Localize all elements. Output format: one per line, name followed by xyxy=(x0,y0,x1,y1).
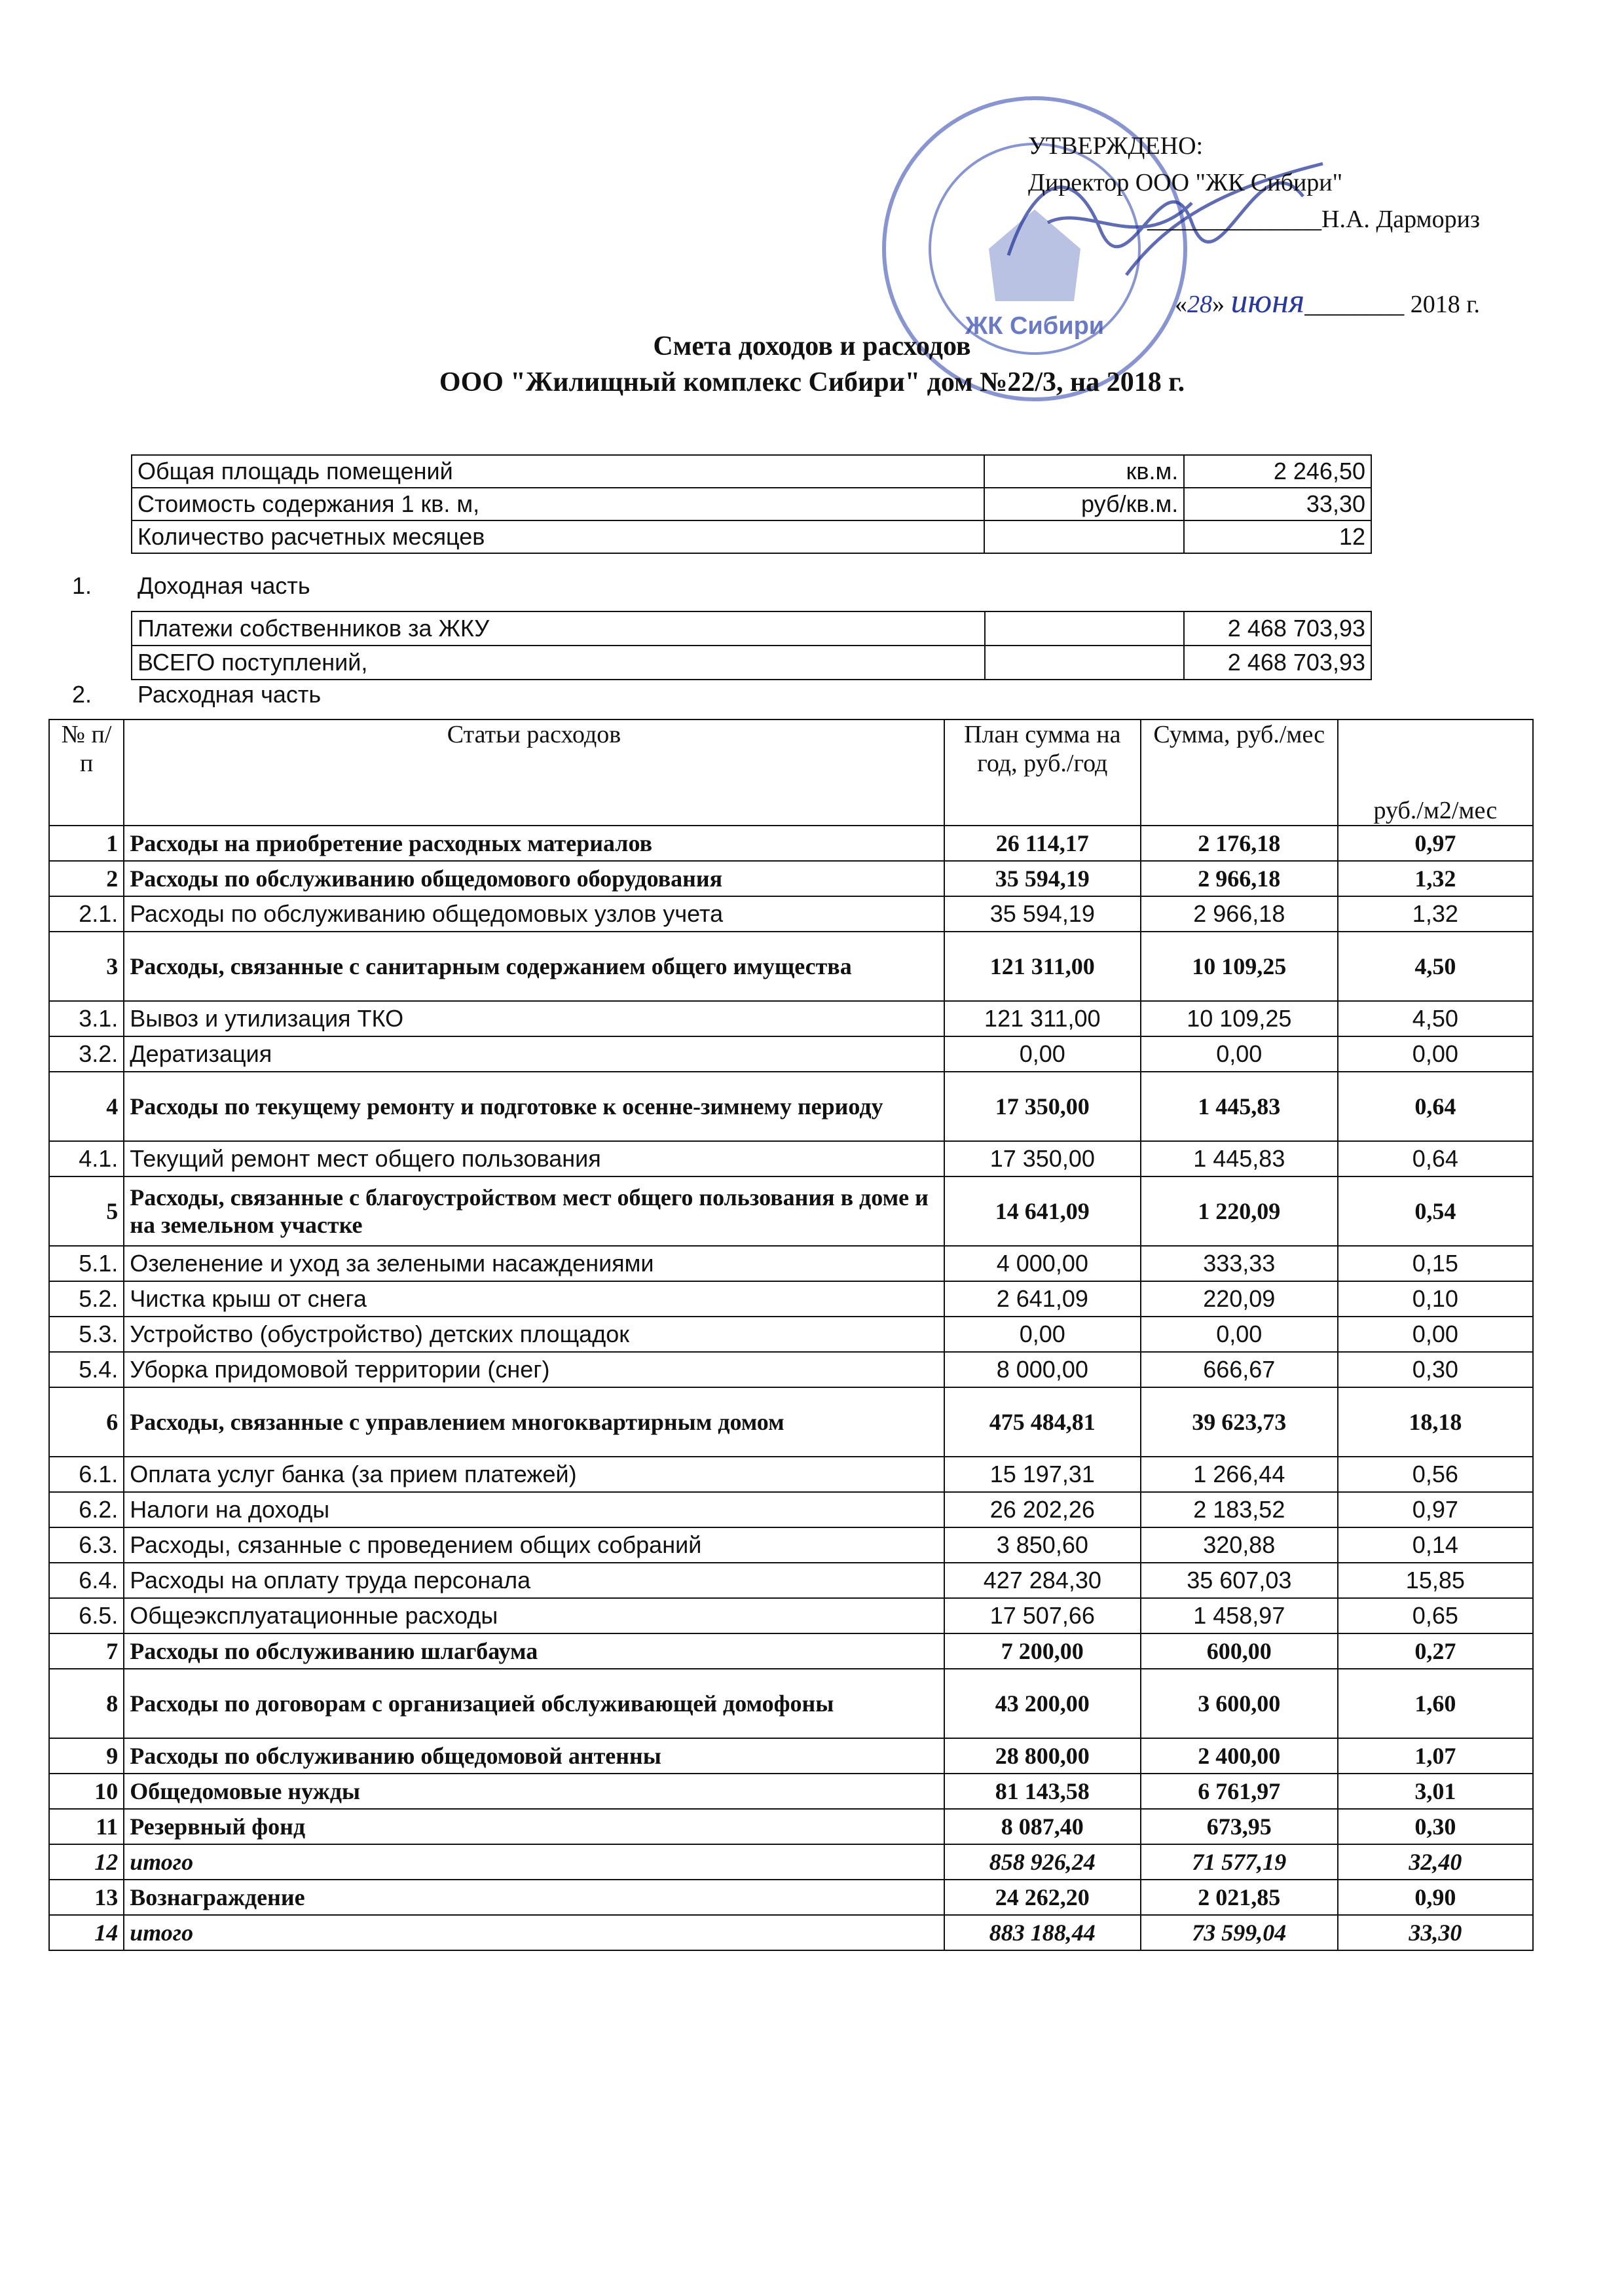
row-name: Резервный фонд xyxy=(124,1809,944,1844)
info-value: 33,30 xyxy=(1184,488,1371,520)
expense-row xyxy=(49,1633,1533,1669)
row-year-sum: 475 484,81 xyxy=(944,1387,1141,1457)
row-name: Дератизация xyxy=(124,1036,944,1072)
row-number: 6.1. xyxy=(49,1457,124,1492)
row-year-sum: 4 000,00 xyxy=(944,1246,1141,1281)
expense-row xyxy=(49,1246,1533,1281)
row-per-m2: 0,65 xyxy=(1338,1598,1533,1633)
row-per-m2: 0,64 xyxy=(1338,1141,1533,1176)
expense-row xyxy=(49,1457,1533,1492)
income-row xyxy=(132,611,1371,646)
row-year-sum: 14 641,09 xyxy=(944,1176,1141,1246)
expense-row xyxy=(49,932,1533,1001)
row-year-sum: 2 641,09 xyxy=(944,1281,1141,1317)
row-name: Вывоз и утилизация ТКО xyxy=(124,1001,944,1036)
expense-row xyxy=(49,1176,1533,1246)
header-name: Статьи расходов xyxy=(124,720,944,826)
row-per-m2: 1,60 xyxy=(1338,1669,1533,1738)
row-year-sum: 858 926,24 xyxy=(944,1844,1141,1880)
date-quote: « xyxy=(1175,291,1188,318)
row-per-m2: 0,30 xyxy=(1338,1352,1533,1387)
row-month-sum: 320,88 xyxy=(1141,1527,1338,1563)
info-label: Общая площадь помещений xyxy=(132,455,984,488)
row-year-sum: 121 311,00 xyxy=(944,932,1141,1001)
row-name: Оплата услуг банка (за прием платежей) xyxy=(124,1457,944,1492)
expense-row xyxy=(49,1072,1533,1141)
row-year-sum: 81 143,58 xyxy=(944,1774,1141,1809)
row-month-sum: 1 220,09 xyxy=(1141,1176,1338,1246)
row-year-sum: 35 594,19 xyxy=(944,896,1141,932)
row-year-sum: 17 350,00 xyxy=(944,1141,1141,1176)
row-month-sum: 71 577,19 xyxy=(1141,1844,1338,1880)
row-number: 5 xyxy=(49,1176,124,1246)
expense-row xyxy=(49,1809,1533,1844)
row-name: Уборка придомовой территории (снег) xyxy=(124,1352,944,1387)
income-empty xyxy=(985,646,1184,680)
expense-row xyxy=(49,1352,1533,1387)
row-name: итого xyxy=(124,1915,944,1950)
row-number: 12 xyxy=(49,1844,124,1880)
row-name: Общедомовые нужды xyxy=(124,1774,944,1809)
expense-row xyxy=(49,1915,1533,1950)
info-unit xyxy=(984,520,1184,553)
row-per-m2: 0,56 xyxy=(1338,1457,1533,1492)
expense-row xyxy=(49,1880,1533,1915)
row-month-sum: 10 109,25 xyxy=(1141,1001,1338,1036)
row-month-sum: 2 966,18 xyxy=(1141,896,1338,932)
header-num: № п/п xyxy=(49,720,124,826)
row-per-m2: 0,00 xyxy=(1338,1036,1533,1072)
row-name: Расходы, сязанные с проведением общих собраний xyxy=(124,1527,944,1563)
row-month-sum: 2 400,00 xyxy=(1141,1738,1338,1774)
row-number: 8 xyxy=(49,1669,124,1738)
row-year-sum: 15 197,31 xyxy=(944,1457,1141,1492)
row-month-sum: 39 623,73 xyxy=(1141,1387,1338,1457)
section-1-label: Доходная часть xyxy=(138,572,310,599)
row-month-sum: 6 761,97 xyxy=(1141,1774,1338,1809)
document-subtitle: ООО "Жилищный комплекс Сибири" дом №22/3, на 2018 г. xyxy=(439,367,1185,397)
row-number: 11 xyxy=(49,1809,124,1844)
row-number: 6.3. xyxy=(49,1527,124,1563)
approval-name: ______________Н.А. Дармориз xyxy=(1147,206,1480,233)
row-per-m2: 4,50 xyxy=(1338,932,1533,1001)
row-number: 5.4. xyxy=(49,1352,124,1387)
row-per-m2: 0,30 xyxy=(1338,1809,1533,1844)
row-month-sum: 2 183,52 xyxy=(1141,1492,1338,1527)
approval-block xyxy=(1008,128,1532,323)
date-day: 28 xyxy=(1187,291,1213,318)
row-name: Расходы по договорам с организацией обслуживающей домофоны xyxy=(124,1669,944,1738)
row-name: Расходы по обслуживанию общедомовых узлов учета xyxy=(124,896,944,932)
row-year-sum: 0,00 xyxy=(944,1036,1141,1072)
row-month-sum: 2 176,18 xyxy=(1141,826,1338,861)
row-number: 9 xyxy=(49,1738,124,1774)
expense-row xyxy=(49,1141,1533,1176)
row-year-sum: 427 284,30 xyxy=(944,1563,1141,1598)
row-name: Расходы по обслуживанию шлагбаума xyxy=(124,1633,944,1669)
row-name: Расходы, связанные с благоустройством мест общего пользования в доме и на земельном участке xyxy=(124,1176,944,1246)
info-unit: кв.м. xyxy=(984,455,1184,488)
row-year-sum: 26 114,17 xyxy=(944,826,1141,861)
row-per-m2: 1,32 xyxy=(1338,896,1533,932)
income-label: ВСЕГО поступлений, xyxy=(132,646,985,680)
row-name: Текущий ремонт мест общего пользования xyxy=(124,1141,944,1176)
row-per-m2: 0,10 xyxy=(1338,1281,1533,1317)
row-month-sum: 220,09 xyxy=(1141,1281,1338,1317)
row-month-sum: 673,95 xyxy=(1141,1809,1338,1844)
row-name: Устройство (обустройство) детских площадок xyxy=(124,1317,944,1352)
row-per-m2: 1,32 xyxy=(1338,861,1533,896)
row-year-sum: 7 200,00 xyxy=(944,1633,1141,1669)
row-name: Общеэксплуатационные расходы xyxy=(124,1598,944,1633)
row-per-m2: 0,14 xyxy=(1338,1527,1533,1563)
row-year-sum: 0,00 xyxy=(944,1317,1141,1352)
row-year-sum: 17 350,00 xyxy=(944,1072,1141,1141)
row-name: Расходы, связанные с управлением многоквартирным домом xyxy=(124,1387,944,1457)
row-year-sum: 17 507,66 xyxy=(944,1598,1141,1633)
row-year-sum: 43 200,00 xyxy=(944,1669,1141,1738)
income-label: Платежи собственников за ЖКУ xyxy=(132,611,985,646)
header-month: Сумма, руб./мес xyxy=(1141,720,1338,826)
row-name: Налоги на доходы xyxy=(124,1492,944,1527)
row-name: Озеленение и уход за зелеными насаждениями xyxy=(124,1246,944,1281)
row-month-sum: 0,00 xyxy=(1141,1036,1338,1072)
row-number: 1 xyxy=(49,826,124,861)
expense-row xyxy=(49,1598,1533,1633)
row-month-sum: 1 458,97 xyxy=(1141,1598,1338,1633)
row-per-m2: 1,07 xyxy=(1338,1738,1533,1774)
row-month-sum: 0,00 xyxy=(1141,1317,1338,1352)
header-m2: руб./м2/мес xyxy=(1338,720,1533,826)
row-year-sum: 883 188,44 xyxy=(944,1915,1141,1950)
info-unit: руб/кв.м. xyxy=(984,488,1184,520)
row-per-m2: 0,00 xyxy=(1338,1317,1533,1352)
row-month-sum: 600,00 xyxy=(1141,1633,1338,1669)
info-label: Количество расчетных месяцев xyxy=(132,520,984,553)
date-month: июня xyxy=(1230,283,1305,320)
document-title: Смета доходов и расходов xyxy=(653,331,971,361)
row-name: Расходы по обслуживанию общедомового оборудования xyxy=(124,861,944,896)
approval-date: «28» июня________ 2018 г. xyxy=(1175,283,1480,320)
section-2-label: Расходная часть xyxy=(138,681,322,708)
income-empty xyxy=(985,611,1184,646)
row-per-m2: 33,30 xyxy=(1338,1915,1533,1950)
approval-director: Директор ООО "ЖК Сибири" xyxy=(1028,169,1343,196)
row-year-sum: 3 850,60 xyxy=(944,1527,1141,1563)
stamp-text: ЖК Сибири xyxy=(965,312,1105,340)
expense-row xyxy=(49,861,1533,896)
row-number: 5.3. xyxy=(49,1317,124,1352)
date-year: 2018 г. xyxy=(1410,291,1480,318)
row-month-sum: 10 109,25 xyxy=(1141,932,1338,1001)
row-name: Вознаграждение xyxy=(124,1880,944,1915)
row-per-m2: 15,85 xyxy=(1338,1563,1533,1598)
expense-row xyxy=(49,826,1533,861)
expense-row xyxy=(49,1844,1533,1880)
row-month-sum: 1 445,83 xyxy=(1141,1141,1338,1176)
row-number: 7 xyxy=(49,1633,124,1669)
income-value: 2 468 703,93 xyxy=(1184,646,1371,680)
row-year-sum: 35 594,19 xyxy=(944,861,1141,896)
expense-row xyxy=(49,1036,1533,1072)
row-number: 3.2. xyxy=(49,1036,124,1072)
header-year: План сумма на год, руб./год xyxy=(944,720,1141,826)
row-number: 6.4. xyxy=(49,1563,124,1598)
approval-title: УТВЕРЖДЕНО: xyxy=(1028,132,1204,160)
row-year-sum: 121 311,00 xyxy=(944,1001,1141,1036)
row-per-m2: 0,15 xyxy=(1338,1246,1533,1281)
expense-row xyxy=(49,1001,1533,1036)
expense-row xyxy=(49,1387,1533,1457)
expense-row xyxy=(49,1527,1533,1563)
info-value: 2 246,50 xyxy=(1184,455,1371,488)
section-2-number: 2. xyxy=(72,681,92,708)
row-number: 6.2. xyxy=(49,1492,124,1527)
row-number: 14 xyxy=(49,1915,124,1950)
row-number: 3 xyxy=(49,932,124,1001)
row-name: Расходы по текущему ремонту и подготовке к осенне-зимнему периоду xyxy=(124,1072,944,1141)
expense-row xyxy=(49,1317,1533,1352)
info-row xyxy=(132,455,1371,488)
section-1-number: 1. xyxy=(72,572,92,599)
income-table xyxy=(131,611,1372,680)
row-month-sum: 2 021,85 xyxy=(1141,1880,1338,1915)
row-per-m2: 0,64 xyxy=(1338,1072,1533,1141)
row-per-m2: 3,01 xyxy=(1338,1774,1533,1809)
income-row xyxy=(132,646,1371,680)
row-year-sum: 26 202,26 xyxy=(944,1492,1141,1527)
header-row xyxy=(49,720,1533,826)
expense-row xyxy=(49,1492,1533,1527)
expense-row xyxy=(49,1563,1533,1598)
expense-row xyxy=(49,1669,1533,1738)
income-value: 2 468 703,93 xyxy=(1184,611,1371,646)
row-year-sum: 28 800,00 xyxy=(944,1738,1141,1774)
row-month-sum: 666,67 xyxy=(1141,1352,1338,1387)
expense-row xyxy=(49,896,1533,932)
row-name: Чистка крыш от снега xyxy=(124,1281,944,1317)
row-month-sum: 73 599,04 xyxy=(1141,1915,1338,1950)
row-per-m2: 0,27 xyxy=(1338,1633,1533,1669)
row-number: 10 xyxy=(49,1774,124,1809)
expense-row xyxy=(49,1281,1533,1317)
row-per-m2: 18,18 xyxy=(1338,1387,1533,1457)
row-number: 6 xyxy=(49,1387,124,1457)
row-month-sum: 1 445,83 xyxy=(1141,1072,1338,1141)
row-year-sum: 8 000,00 xyxy=(944,1352,1141,1387)
row-month-sum: 35 607,03 xyxy=(1141,1563,1338,1598)
row-month-sum: 3 600,00 xyxy=(1141,1669,1338,1738)
row-month-sum: 2 966,18 xyxy=(1141,861,1338,896)
row-month-sum: 333,33 xyxy=(1141,1246,1338,1281)
info-row xyxy=(132,488,1371,520)
row-number: 6.5. xyxy=(49,1598,124,1633)
row-number: 5.1. xyxy=(49,1246,124,1281)
row-number: 5.2. xyxy=(49,1281,124,1317)
info-table xyxy=(131,454,1372,554)
row-name: Расходы на оплату труда персонала xyxy=(124,1563,944,1598)
row-name: Расходы, связанные с санитарным содержанием общего имущества xyxy=(124,932,944,1001)
row-year-sum: 24 262,20 xyxy=(944,1880,1141,1915)
row-month-sum: 1 266,44 xyxy=(1141,1457,1338,1492)
row-name: Расходы по обслуживанию общедомовой антенны xyxy=(124,1738,944,1774)
row-number: 4.1. xyxy=(49,1141,124,1176)
row-number: 3.1. xyxy=(49,1001,124,1036)
row-per-m2: 4,50 xyxy=(1338,1001,1533,1036)
row-number: 13 xyxy=(49,1880,124,1915)
row-name: итого xyxy=(124,1844,944,1880)
row-per-m2: 32,40 xyxy=(1338,1844,1533,1880)
expense-table xyxy=(48,719,1534,1951)
expense-row xyxy=(49,1774,1533,1809)
row-per-m2: 0,90 xyxy=(1338,1880,1533,1915)
expense-row xyxy=(49,1738,1533,1774)
row-name: Расходы на приобретение расходных материалов xyxy=(124,826,944,861)
director-name: Н.А. Дармориз xyxy=(1321,206,1480,233)
row-per-m2: 0,97 xyxy=(1338,1492,1533,1527)
row-number: 4 xyxy=(49,1072,124,1141)
info-row xyxy=(132,520,1371,553)
row-per-m2: 0,97 xyxy=(1338,826,1533,861)
row-per-m2: 0,54 xyxy=(1338,1176,1533,1246)
row-number: 2 xyxy=(49,861,124,896)
row-year-sum: 8 087,40 xyxy=(944,1809,1141,1844)
info-value: 12 xyxy=(1184,520,1371,553)
row-number: 2.1. xyxy=(49,896,124,932)
info-label: Стоимость содержания 1 кв. м, xyxy=(132,488,984,520)
